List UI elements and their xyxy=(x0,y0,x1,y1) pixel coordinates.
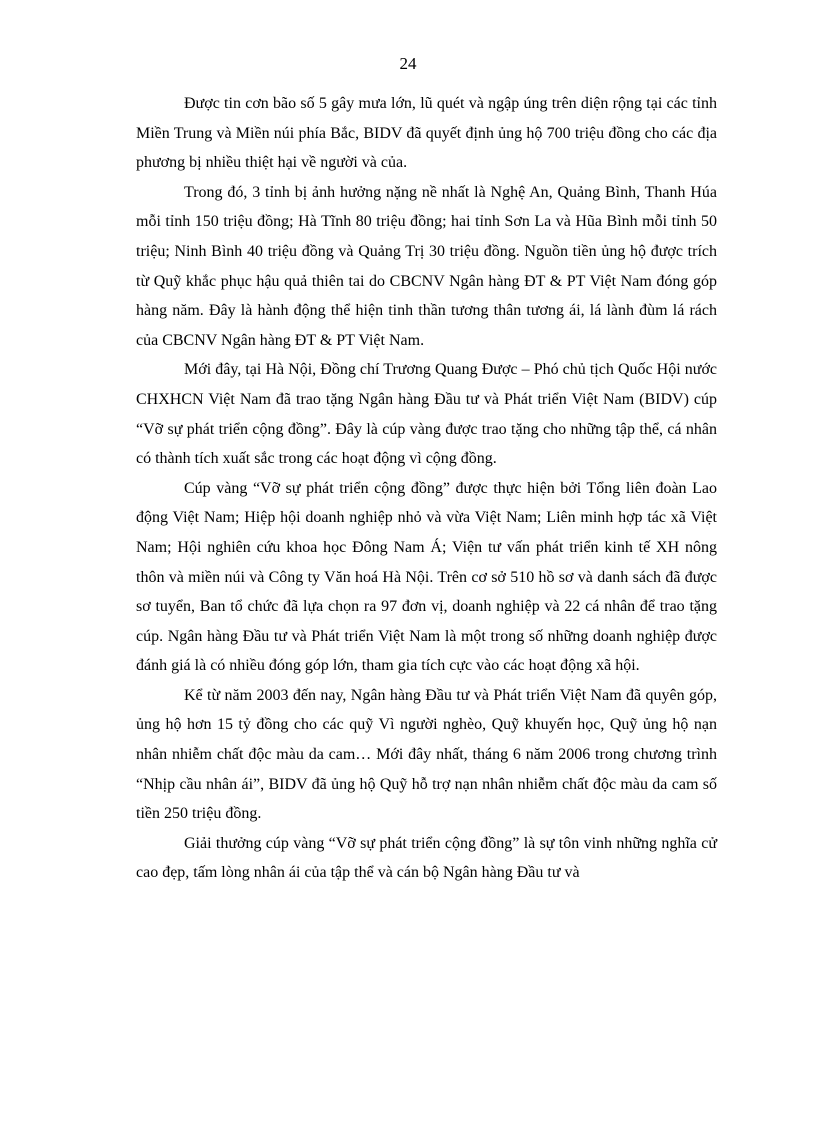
page-number: 24 xyxy=(399,54,417,73)
paragraph-2: Trong đó, 3 tỉnh bị ảnh hưởng nặng nề nhất là Nghệ An, Quảng Bình, Thanh Húa mỗi tỉnh 150 triệu đồng; Hà Tĩnh 80 triệu đồng; hai tỉnh Sơn La và Hũa Bình mỗi tỉnh 50 triệu; Ninh Bình 40 triệu đồng và Quảng Trị 30 triệu đồng. Nguồn tiền ủng hộ được trích từ Quỹ khắc phục hậu quả thiên tai do CBCNV Ngân hàng ĐT & PT Việt Nam đóng góp hàng năm. Đây là hành động thể hiện tinh thần tương thân tương ái, lá lành đùm lá rách của CBCNV Ngân hàng ĐT & PT Việt Nam. xyxy=(136,183,717,349)
paragraph-5: Kể từ năm 2003 đến nay, Ngân hàng Đầu tư và Phát triển Việt Nam đã quyên góp, ủng hộ hơn 15 tỷ đồng cho các quỹ Vì người nghèo, Quỹ khuyến học, Quỹ ủng hộ nạn nhân nhiễm chất độc màu da cam… Mới đây nhất, tháng 6 năm 2006 trong chương trình “Nhịp cầu nhân ái”, BIDV đã ủng hộ Quỹ hỗ trợ nạn nhân nhiễm chất độc màu da cam số tiền 250 triệu đồng. xyxy=(136,686,717,823)
body-text xyxy=(136,89,717,888)
paragraph-1: Được tin cơn bão số 5 gây mưa lớn, lũ quét và ngập úng trên diện rộng tại các tỉnh Miền Trung và Miền núi phía Bắc, BIDV đã quyết định ủng hộ 700 triệu đồng cho các địa phương bị nhiều thiệt hại về người và của. xyxy=(136,95,717,172)
paragraph-4: Cúp vàng “Vỡ sự phát triển cộng đồng” được thực hiện bởi Tổng liên đoàn Lao động Việt Nam; Hiệp hội doanh nghiệp nhỏ và vừa Việt Nam; Liên minh hợp tác xã Việt Nam; Hội nghiên cứu khoa học Đông Nam Á; Viện tư vấn phát triển kinh tế XH nông thôn và miền núi và Công ty Văn hoá Hà Nội. Trên cơ sở 510 hồ sơ và danh sách đã được sơ tuyển, Ban tổ chức đã lựa chọn ra 97 đơn vị, doanh nghiệp và 22 cá nhân để trao tặng cúp. Ngân hàng Đầu tư và Phát triển Việt Nam là một trong số những doanh nghiệp được đánh giá là có nhiều đóng góp lớn, tham gia tích cực vào các hoạt động xã hội. xyxy=(136,479,717,675)
paragraph-6: Giải thưởng cúp vàng “Vỡ sự phát triển cộng đồng” là sự tôn vinh những nghĩa cử cao đẹp, tấm lòng nhân ái của tập thể và cán bộ Ngân hàng Đầu tư và xyxy=(136,834,717,882)
paragraph-3: Mới đây, tại Hà Nội, Đồng chí Trương Quang Được – Phó chủ tịch Quốc Hội nước CHXHCN Việt Nam đã trao tặng Ngân hàng Đầu tư và Phát triển Việt Nam (BIDV) cúp “Vỡ sự phát triển cộng đồng”. Đây là cúp vàng được trao tặng cho những tập thể, cá nhân có thành tích xuất sắc trong các hoạt động vì cộng đồng. xyxy=(136,361,717,468)
